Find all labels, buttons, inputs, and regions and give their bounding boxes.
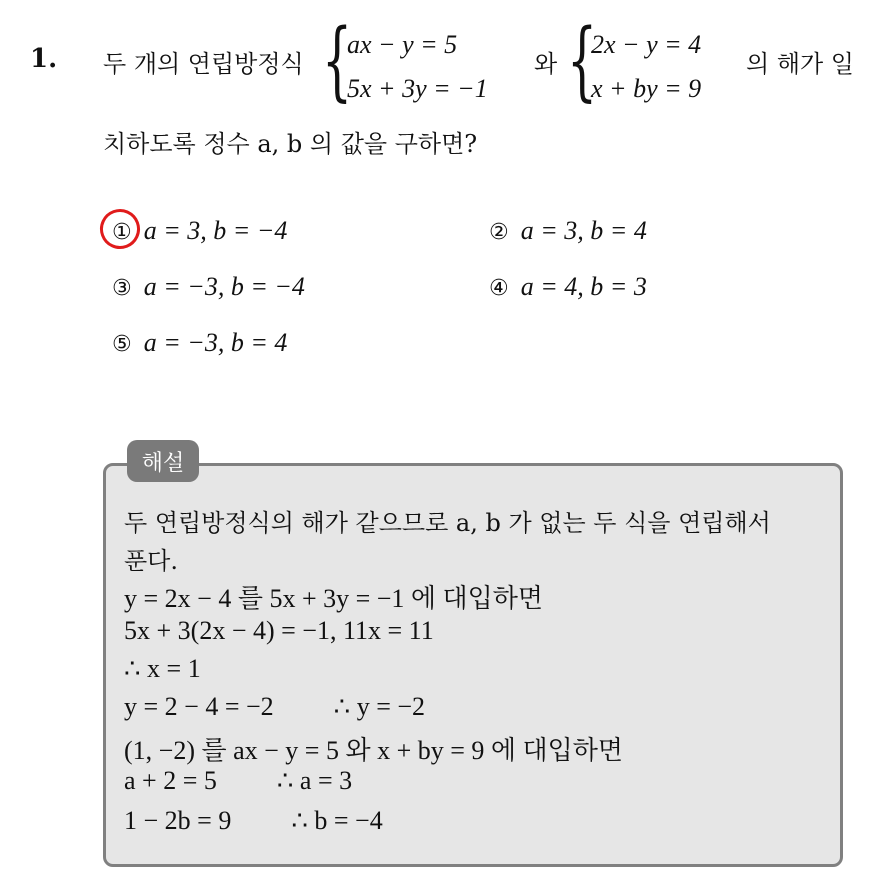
solution-line-8 xyxy=(124,766,352,796)
choice-text: a = −3, b = 4 xyxy=(143,328,288,357)
solution-line-9-right: ∴ b = −4 xyxy=(291,806,383,835)
choice-text: a = −3, b = −4 xyxy=(143,272,305,301)
system1-equation-2: 5x + 3y = −1 xyxy=(347,74,488,103)
question-text-part2: 의 해가 일 xyxy=(746,50,854,78)
choice-number: ② xyxy=(489,220,509,245)
solution-line-9-left: 1 − 2b = 9 xyxy=(124,806,232,835)
choice-number: ① xyxy=(112,220,132,245)
choice-4[interactable] xyxy=(489,272,647,302)
question-text-line2: 치하도록 정수 a, b 의 값을 구하면? xyxy=(103,130,478,158)
choice-number: ⑤ xyxy=(112,332,132,357)
left-brace-2: { xyxy=(567,11,598,111)
choice-3[interactable] xyxy=(112,272,305,302)
solution-line-4: 5x + 3(2x − 4) = −1, 11x = 11 xyxy=(124,616,434,645)
choice-text: a = 3, b = 4 xyxy=(520,216,647,245)
choice-number: ④ xyxy=(489,276,509,301)
choice-5[interactable] xyxy=(112,328,287,358)
system1-equation-1: ax − y = 5 xyxy=(347,30,458,59)
left-brace-1: { xyxy=(322,11,353,111)
choice-1[interactable] xyxy=(112,216,287,246)
choice-number: ③ xyxy=(112,276,132,301)
solution-line-5: ∴ x = 1 xyxy=(124,654,201,683)
solution-line-3: y = 2x − 4 를 5x + 3y = −1 에 대입하면 xyxy=(124,584,544,613)
choice-text: a = 3, b = −4 xyxy=(143,216,288,245)
solution-line-7: (1, −2) 를 ax − y = 5 와 x + by = 9 에 대입하면 xyxy=(124,736,623,765)
solution-line-6-right: ∴ y = −2 xyxy=(333,692,426,721)
solution-line-8-right: ∴ a = 3 xyxy=(276,766,353,795)
solution-line-8-left: a + 2 = 5 xyxy=(124,766,217,795)
solution-line-9 xyxy=(124,806,383,836)
system2-equation-1: 2x − y = 4 xyxy=(591,30,702,59)
solution-line-6 xyxy=(124,692,425,722)
connector-text: 와 xyxy=(534,50,558,78)
choice-2[interactable] xyxy=(489,216,647,246)
solution-line-1: 두 연립방정식의 해가 같으므로 a, b 가 없는 두 식을 연립해서 xyxy=(124,509,771,537)
solution-tag: 해설 xyxy=(127,440,199,482)
solution-line-2: 푼다. xyxy=(124,547,178,575)
question-number: 1. xyxy=(30,44,58,74)
question-text-part1: 두 개의 연립방정식 xyxy=(103,50,304,78)
system2-equation-2: x + by = 9 xyxy=(591,74,702,103)
solution-line-6-left: y = 2 − 4 = −2 xyxy=(124,692,274,721)
choice-text: a = 4, b = 3 xyxy=(520,272,647,301)
